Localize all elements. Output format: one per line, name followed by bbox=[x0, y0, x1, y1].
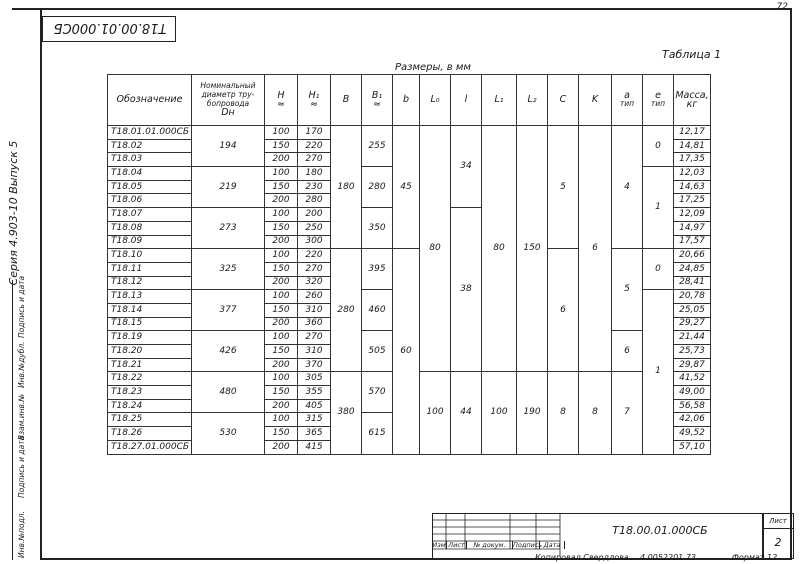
cell-designation: Т18.21 bbox=[108, 358, 192, 372]
cell-mass: 14,63 bbox=[674, 180, 711, 194]
cell-l2: 150 bbox=[517, 126, 548, 372]
cell-designation: Т18.19 bbox=[108, 331, 192, 345]
cell-l: 44 bbox=[451, 372, 482, 454]
cell-mass: 29,87 bbox=[674, 358, 711, 372]
header-l-small: l bbox=[451, 75, 482, 126]
cell-h: 100 bbox=[265, 208, 298, 222]
cell-h1: 360 bbox=[298, 317, 331, 331]
cell-k: 6 bbox=[579, 126, 612, 372]
cell-e: 1 bbox=[643, 290, 674, 454]
cell-l0: 80 bbox=[420, 126, 451, 372]
cell-h: 100 bbox=[265, 167, 298, 181]
cell-dn: 530 bbox=[192, 413, 265, 454]
cell-mass: 29,27 bbox=[674, 317, 711, 331]
cell-mass: 41,52 bbox=[674, 372, 711, 386]
tb-sheet-label: Лист bbox=[763, 514, 793, 529]
cell-h: 200 bbox=[265, 153, 298, 167]
cell-mass: 20,78 bbox=[674, 290, 711, 304]
cell-h: 200 bbox=[265, 358, 298, 372]
table-row bbox=[108, 249, 711, 263]
cell-mass: 12,17 bbox=[674, 126, 711, 140]
cell-h: 100 bbox=[265, 249, 298, 263]
cell-h1: 270 bbox=[298, 262, 331, 276]
cell-mass: 17,25 bbox=[674, 194, 711, 208]
header-b-small: b bbox=[393, 75, 420, 126]
header-h1: H₁ ≈ bbox=[298, 75, 331, 126]
cell-h1: 320 bbox=[298, 276, 331, 290]
cell-h: 100 bbox=[265, 126, 298, 140]
cell-designation: Т18.09 bbox=[108, 235, 192, 249]
cell-b1: 615 bbox=[362, 413, 393, 454]
cell-h1: 200 bbox=[298, 208, 331, 222]
cell-designation: Т18.01.01.000СБ bbox=[108, 126, 192, 140]
cell-l2: 190 bbox=[517, 372, 548, 454]
cell-h: 100 bbox=[265, 372, 298, 386]
cell-designation: Т18.04 bbox=[108, 167, 192, 181]
header-designation: Обозначение bbox=[108, 75, 192, 126]
cell-h1: 220 bbox=[298, 139, 331, 153]
tb-label-sheet: Лист bbox=[447, 541, 467, 549]
series-label: Серия 4.903-10 Выпуск 5 bbox=[7, 140, 20, 286]
cell-b1: 255 bbox=[362, 126, 393, 167]
cell-b1: 350 bbox=[362, 208, 393, 249]
cell-l1: 80 bbox=[482, 126, 517, 372]
cell-h1: 250 bbox=[298, 221, 331, 235]
cell-c: 8 bbox=[548, 372, 579, 454]
cell-h: 150 bbox=[265, 262, 298, 276]
cell-mass: 21,44 bbox=[674, 331, 711, 345]
cell-designation: Т18.02 bbox=[108, 139, 192, 153]
side-label-5: Подпись и дата bbox=[17, 275, 26, 338]
order-number: 4.0052201 73 bbox=[640, 553, 696, 562]
cell-h1: 220 bbox=[298, 249, 331, 263]
stamp-code: Т18.00.01.000СБ bbox=[53, 20, 167, 36]
cell-h1: 260 bbox=[298, 290, 331, 304]
cell-l0: 100 bbox=[420, 372, 451, 454]
cell-mass: 49,52 bbox=[674, 427, 711, 441]
side-label-1: Инв.№подл. bbox=[17, 511, 26, 558]
tb-label-change: Изм bbox=[432, 541, 446, 549]
tb-label-date: Дата bbox=[540, 541, 565, 549]
cell-h1: 315 bbox=[298, 413, 331, 427]
cell-c: 6 bbox=[548, 249, 579, 372]
cell-mass: 57,10 bbox=[674, 440, 711, 454]
cell-designation: Т18.03 bbox=[108, 153, 192, 167]
cell-mass: 42,06 bbox=[674, 413, 711, 427]
table-body bbox=[108, 126, 711, 455]
cell-dn: 219 bbox=[192, 167, 265, 208]
format-label: Формат 12 bbox=[732, 553, 778, 562]
cell-h: 150 bbox=[265, 303, 298, 317]
cell-a: 5 bbox=[612, 249, 643, 331]
cell-h1: 180 bbox=[298, 167, 331, 181]
cell-h1: 310 bbox=[298, 345, 331, 359]
cell-designation: Т18.26 bbox=[108, 427, 192, 441]
cell-mass: 12,09 bbox=[674, 208, 711, 222]
cell-h: 150 bbox=[265, 427, 298, 441]
cell-mass: 25,73 bbox=[674, 345, 711, 359]
cell-h1: 305 bbox=[298, 372, 331, 386]
cell-h: 200 bbox=[265, 399, 298, 413]
side-label-3: Взам.инв.№ bbox=[17, 393, 26, 440]
cell-designation: Т18.08 bbox=[108, 221, 192, 235]
cell-h1: 280 bbox=[298, 194, 331, 208]
header-row bbox=[108, 75, 711, 126]
cell-designation: Т18.07 bbox=[108, 208, 192, 222]
cell-h: 200 bbox=[265, 276, 298, 290]
frame-right bbox=[790, 8, 792, 560]
cell-e: 0 bbox=[643, 126, 674, 167]
cell-h1: 355 bbox=[298, 386, 331, 400]
cell-mass: 20,66 bbox=[674, 249, 711, 263]
header-c: C bbox=[548, 75, 579, 126]
cell-h: 200 bbox=[265, 440, 298, 454]
tb-sheet-number: 2 bbox=[774, 536, 782, 549]
cell-designation: Т18.12 bbox=[108, 276, 192, 290]
cell-mass: 49,00 bbox=[674, 386, 711, 400]
cell-h1: 415 bbox=[298, 440, 331, 454]
cell-h: 200 bbox=[265, 317, 298, 331]
header-a: a тип bbox=[612, 75, 643, 126]
cell-h: 100 bbox=[265, 290, 298, 304]
title-block-code: Т18.00.01.000СБ bbox=[612, 524, 708, 537]
cell-b: 280 bbox=[331, 249, 362, 372]
cell-designation: Т18.27.01.000СБ bbox=[108, 440, 192, 454]
cell-h: 150 bbox=[265, 386, 298, 400]
cell-b1: 395 bbox=[362, 249, 393, 290]
cell-designation: Т18.15 bbox=[108, 317, 192, 331]
side-label-2: Подпись и дата bbox=[17, 435, 26, 498]
cell-h1: 300 bbox=[298, 235, 331, 249]
cell-e: 1 bbox=[643, 167, 674, 249]
cell-designation: Т18.14 bbox=[108, 303, 192, 317]
cell-e: 0 bbox=[643, 249, 674, 290]
cell-h: 100 bbox=[265, 413, 298, 427]
cell-h1: 310 bbox=[298, 303, 331, 317]
side-signature-block bbox=[12, 275, 42, 560]
table-row bbox=[108, 126, 711, 140]
cell-h1: 365 bbox=[298, 427, 331, 441]
cell-dn: 194 bbox=[192, 126, 265, 167]
cell-h: 200 bbox=[265, 194, 298, 208]
cell-b: 180 bbox=[331, 126, 362, 249]
cell-h: 150 bbox=[265, 139, 298, 153]
cell-b1: 460 bbox=[362, 290, 393, 331]
cell-h: 150 bbox=[265, 180, 298, 194]
copied-by: Копировал Свердлова bbox=[535, 553, 629, 562]
cell-mass: 14,81 bbox=[674, 139, 711, 153]
cell-a: 4 bbox=[612, 126, 643, 249]
cell-designation: Т18.06 bbox=[108, 194, 192, 208]
cell-a: 7 bbox=[612, 372, 643, 454]
cell-b: 60 bbox=[393, 249, 420, 454]
cell-h1: 230 bbox=[298, 180, 331, 194]
units-label: Размеры, в мм bbox=[395, 62, 471, 73]
cell-h: 200 bbox=[265, 235, 298, 249]
cell-h1: 370 bbox=[298, 358, 331, 372]
tb-label-signature: Подпись bbox=[513, 541, 543, 549]
cell-h1: 170 bbox=[298, 126, 331, 140]
header-b1: B₁ ≈ bbox=[362, 75, 393, 126]
cell-c: 5 bbox=[548, 126, 579, 249]
top-sheet-number: 72 bbox=[776, 2, 788, 12]
cell-h: 100 bbox=[265, 331, 298, 345]
cell-l1: 100 bbox=[482, 372, 517, 454]
header-mass: Масса, кг bbox=[674, 75, 711, 126]
header-l1: L₁ bbox=[482, 75, 517, 126]
cell-mass: 12,03 bbox=[674, 167, 711, 181]
cell-designation: Т18.25 bbox=[108, 413, 192, 427]
cell-h: 150 bbox=[265, 345, 298, 359]
cell-a: 6 bbox=[612, 331, 643, 372]
cell-b: 380 bbox=[331, 372, 362, 454]
cell-h1: 270 bbox=[298, 331, 331, 345]
header-e: e тип bbox=[643, 75, 674, 126]
cell-l: 38 bbox=[451, 208, 482, 372]
header-l2: L₂ bbox=[517, 75, 548, 126]
header-l0: L₀ bbox=[420, 75, 451, 126]
cell-designation: Т18.20 bbox=[108, 345, 192, 359]
cell-mass: 17,57 bbox=[674, 235, 711, 249]
cell-designation: Т18.13 bbox=[108, 290, 192, 304]
frame-top bbox=[12, 8, 792, 10]
header-h: H ≈ bbox=[265, 75, 298, 126]
cell-dn: 377 bbox=[192, 290, 265, 331]
cell-designation: Т18.05 bbox=[108, 180, 192, 194]
cell-b: 45 bbox=[393, 126, 420, 249]
cell-b1: 505 bbox=[362, 331, 393, 372]
cell-mass: 24,85 bbox=[674, 262, 711, 276]
cell-mass: 25,05 bbox=[674, 303, 711, 317]
cell-dn: 273 bbox=[192, 208, 265, 249]
tb-label-doc-number: № докум. bbox=[467, 541, 513, 549]
cell-mass: 56,58 bbox=[674, 399, 711, 413]
header-nominal-diameter: Номинальный диаметр трубопровода Dн bbox=[192, 75, 265, 126]
cell-designation: Т18.24 bbox=[108, 399, 192, 413]
cell-h1: 270 bbox=[298, 153, 331, 167]
cell-mass: 28,41 bbox=[674, 276, 711, 290]
cell-h: 150 bbox=[265, 221, 298, 235]
cell-b1: 570 bbox=[362, 372, 393, 413]
title-block-labels bbox=[432, 541, 565, 549]
cell-mass: 14,97 bbox=[674, 221, 711, 235]
cell-designation: Т18.11 bbox=[108, 262, 192, 276]
table-caption: Таблица 1 bbox=[662, 48, 722, 61]
cell-dn: 480 bbox=[192, 372, 265, 413]
cell-designation: Т18.23 bbox=[108, 386, 192, 400]
cell-dn: 325 bbox=[192, 249, 265, 290]
cell-dn: 426 bbox=[192, 331, 265, 372]
cell-l: 34 bbox=[451, 126, 482, 208]
cell-h1: 405 bbox=[298, 399, 331, 413]
cell-b1: 280 bbox=[362, 167, 393, 208]
cell-k: 8 bbox=[579, 372, 612, 454]
header-k: K bbox=[579, 75, 612, 126]
dimensions-table bbox=[107, 74, 711, 455]
header-b-cap: B bbox=[331, 75, 362, 126]
cell-designation: Т18.10 bbox=[108, 249, 192, 263]
side-label-4: Инв.№дубл. bbox=[17, 341, 26, 388]
cell-mass: 17,35 bbox=[674, 153, 711, 167]
cell-designation: Т18.22 bbox=[108, 372, 192, 386]
